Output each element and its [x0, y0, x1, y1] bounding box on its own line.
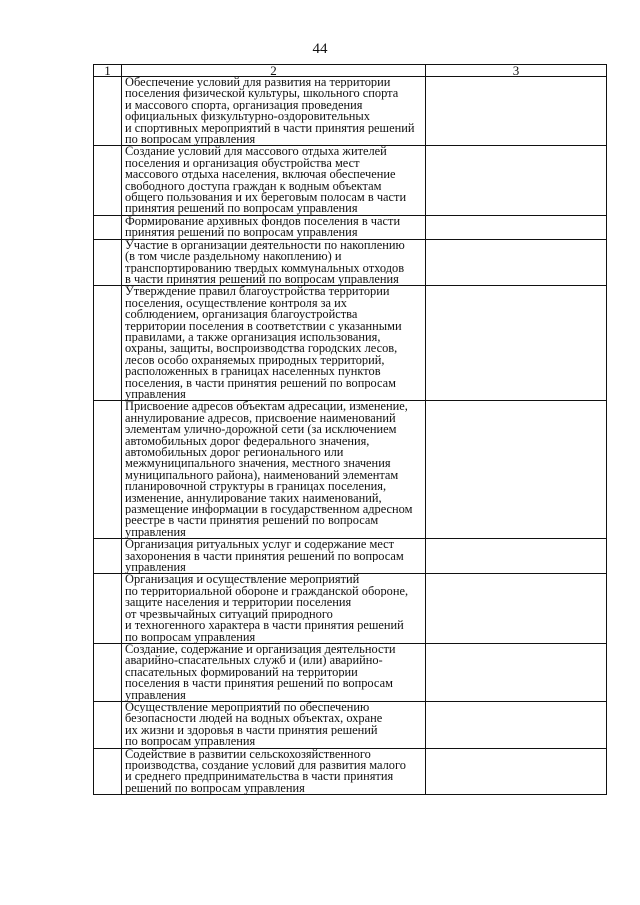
- description-line: межмуниципального значения, местного значения: [125, 458, 391, 470]
- table-row: [94, 401, 607, 539]
- column-3-cell: [426, 701, 607, 748]
- column-3-cell: [426, 215, 607, 239]
- description-line: захоронения в части принятия решений по вопросам: [125, 550, 404, 563]
- description-line: Присвоение адресов объектам адресации, изменение,: [125, 401, 408, 413]
- description-line: спасательных формирований на территории: [125, 666, 358, 679]
- power-description-cell: [122, 574, 426, 643]
- description-line: поселения и организация обустройства мест: [125, 157, 360, 170]
- description-line: массового отдыха населения, включая обеспечение: [125, 169, 396, 181]
- power-description-cell: [122, 77, 426, 146]
- description-line: транспортированию твердых коммунальных отходов: [125, 262, 405, 274]
- description-line: Участие в организации деятельности по накоплению: [125, 239, 405, 252]
- table-row: [94, 215, 607, 239]
- table-row: [94, 574, 607, 643]
- description-line: (в том числе раздельному накоплению) и: [125, 251, 342, 263]
- description-line: и спортивных мероприятий в части принятия решений: [125, 122, 415, 135]
- row-number-cell: [94, 146, 122, 215]
- description-line: и среднего предпринимательства в части принятия: [125, 771, 394, 783]
- description-line: и массового спорта, организация проведения: [125, 99, 363, 112]
- power-description-cell: [122, 748, 426, 795]
- page-number: 44: [312, 41, 328, 57]
- table-header-row: [94, 65, 607, 77]
- power-description-cell: [122, 401, 426, 539]
- description-line: реестре в части принятия решений по вопросам: [125, 515, 379, 527]
- power-description-cell: [122, 286, 426, 401]
- description-line: общего пользования и их береговым полосам в части: [125, 192, 407, 204]
- table-row: [94, 77, 607, 146]
- power-description-cell: [122, 643, 426, 701]
- description-line: автомобильных дорог регионального или: [125, 447, 344, 459]
- description-line: Содействие в развитии сельскохозяйственного: [125, 748, 371, 760]
- description-line: решений по вопросам управления: [125, 782, 305, 795]
- description-line: принятия решений по вопросам управления: [125, 227, 358, 239]
- description-line: муниципального района), наименований элементам: [125, 469, 399, 482]
- description-line: производства, создание условий для развития малого: [125, 759, 406, 772]
- description-line: Осуществление мероприятий по обеспечению: [125, 701, 370, 714]
- description-line: Формирование архивных фондов поселения в части: [125, 215, 401, 228]
- column-3-cell: [426, 146, 607, 215]
- powers-table: [93, 64, 607, 795]
- row-number-cell: [94, 701, 122, 748]
- table-row: [94, 146, 607, 215]
- description-line: поселения, в части принятия решений по вопросам: [125, 377, 397, 389]
- description-line: лесов особо охраняемых природных территорий,: [125, 354, 385, 367]
- description-line: в части принятия решений по вопросам управления: [125, 273, 399, 286]
- power-description-cell: [122, 146, 426, 215]
- column-3-cell: [426, 574, 607, 643]
- description-line: размещение информации в государственном адресном: [125, 504, 413, 516]
- row-number-cell: [94, 215, 122, 239]
- description-line: по вопросам управления: [125, 736, 256, 748]
- power-description-cell: [122, 239, 426, 286]
- description-line: управления: [125, 562, 186, 574]
- description-line: расположенных в границах населенных пунктов: [125, 366, 381, 378]
- description-line: и техногенного характера в части принятия решений: [125, 620, 404, 632]
- row-number-cell: [94, 401, 122, 539]
- description-line: территории поселения в соответствии с указанными: [125, 320, 402, 332]
- description-line: изменение, аннулирование таких наименований,: [125, 492, 382, 505]
- description-line: правилами, а также организация использования,: [125, 331, 381, 344]
- description-line: поселения физической культуры, школьного спорта: [125, 88, 399, 100]
- row-number-cell: [94, 286, 122, 401]
- description-line: официальных физкультурно-оздоровительных: [125, 111, 370, 123]
- table-row: [94, 701, 607, 748]
- row-number-cell: [94, 239, 122, 286]
- description-line: поселения в части принятия решений по вопросам: [125, 678, 393, 690]
- row-number-cell: [94, 643, 122, 701]
- column-3-cell: [426, 286, 607, 401]
- description-line: элементам улично-дорожной сети (за исключением: [125, 424, 397, 436]
- column-header-1: 1: [94, 65, 122, 77]
- column-3-cell: [426, 643, 607, 701]
- description-line: безопасности людей на водных объектах, охране: [125, 713, 383, 725]
- table-row: [94, 539, 607, 574]
- column-header-2: 2: [122, 65, 426, 77]
- description-line: Утверждение правил благоустройства территории: [125, 286, 390, 298]
- row-number-cell: [94, 77, 122, 146]
- description-line: соблюдением, организация благоустройства: [125, 309, 358, 321]
- description-line: аннулирование адресов, присвоение наименований: [125, 412, 396, 425]
- column-3-cell: [426, 401, 607, 539]
- power-description-cell: [122, 701, 426, 748]
- description-line: аварийно-спасательных служб и (или) аварийно-: [125, 655, 383, 667]
- table-row: [94, 239, 607, 286]
- row-number-cell: [94, 574, 122, 643]
- column-header-3: 3: [426, 65, 607, 77]
- column-3-cell: [426, 748, 607, 795]
- column-3-cell: [426, 77, 607, 146]
- description-line: охраны, защиты, воспроизводства городских лесов,: [125, 343, 398, 355]
- description-line: управления: [125, 526, 186, 539]
- description-line: по вопросам управления: [125, 631, 256, 643]
- power-description-cell: [122, 215, 426, 239]
- table-row: [94, 748, 607, 795]
- description-line: от чрезвычайных ситуаций природного: [125, 608, 333, 621]
- description-line: управления: [125, 388, 186, 401]
- table-row: [94, 643, 607, 701]
- row-number-cell: [94, 748, 122, 795]
- description-line: защите населения и территории поселения: [125, 597, 352, 609]
- description-line: автомобильных дорог федерального значения,: [125, 435, 370, 447]
- description-line: планировочной структуры в границах поселения,: [125, 481, 387, 493]
- description-line: поселения, осуществление контроля за их: [125, 297, 347, 310]
- column-3-cell: [426, 239, 607, 286]
- description-line: их жизни и здоровья в части принятия решений: [125, 724, 378, 737]
- description-line: по вопросам управления: [125, 134, 256, 146]
- description-line: принятия решений по вопросам управления: [125, 203, 358, 215]
- power-description-cell: [122, 539, 426, 574]
- description-line: Организация и осуществление мероприятий: [125, 574, 360, 586]
- row-number-cell: [94, 539, 122, 574]
- description-line: управления: [125, 689, 186, 701]
- description-line: Создание, содержание и организация деятельности: [125, 643, 396, 656]
- description-line: Организация ритуальных услуг и содержание мест: [125, 539, 395, 551]
- column-3-cell: [426, 539, 607, 574]
- description-line: Обеспечение условий для развития на территории: [125, 77, 391, 89]
- table-row: [94, 286, 607, 401]
- description-line: свободного доступа граждан к водным объектам: [125, 180, 382, 193]
- description-line: по территориальной обороне и гражданской обороне,: [125, 585, 409, 598]
- description-line: Создание условий для массового отдыха жителей: [125, 146, 387, 158]
